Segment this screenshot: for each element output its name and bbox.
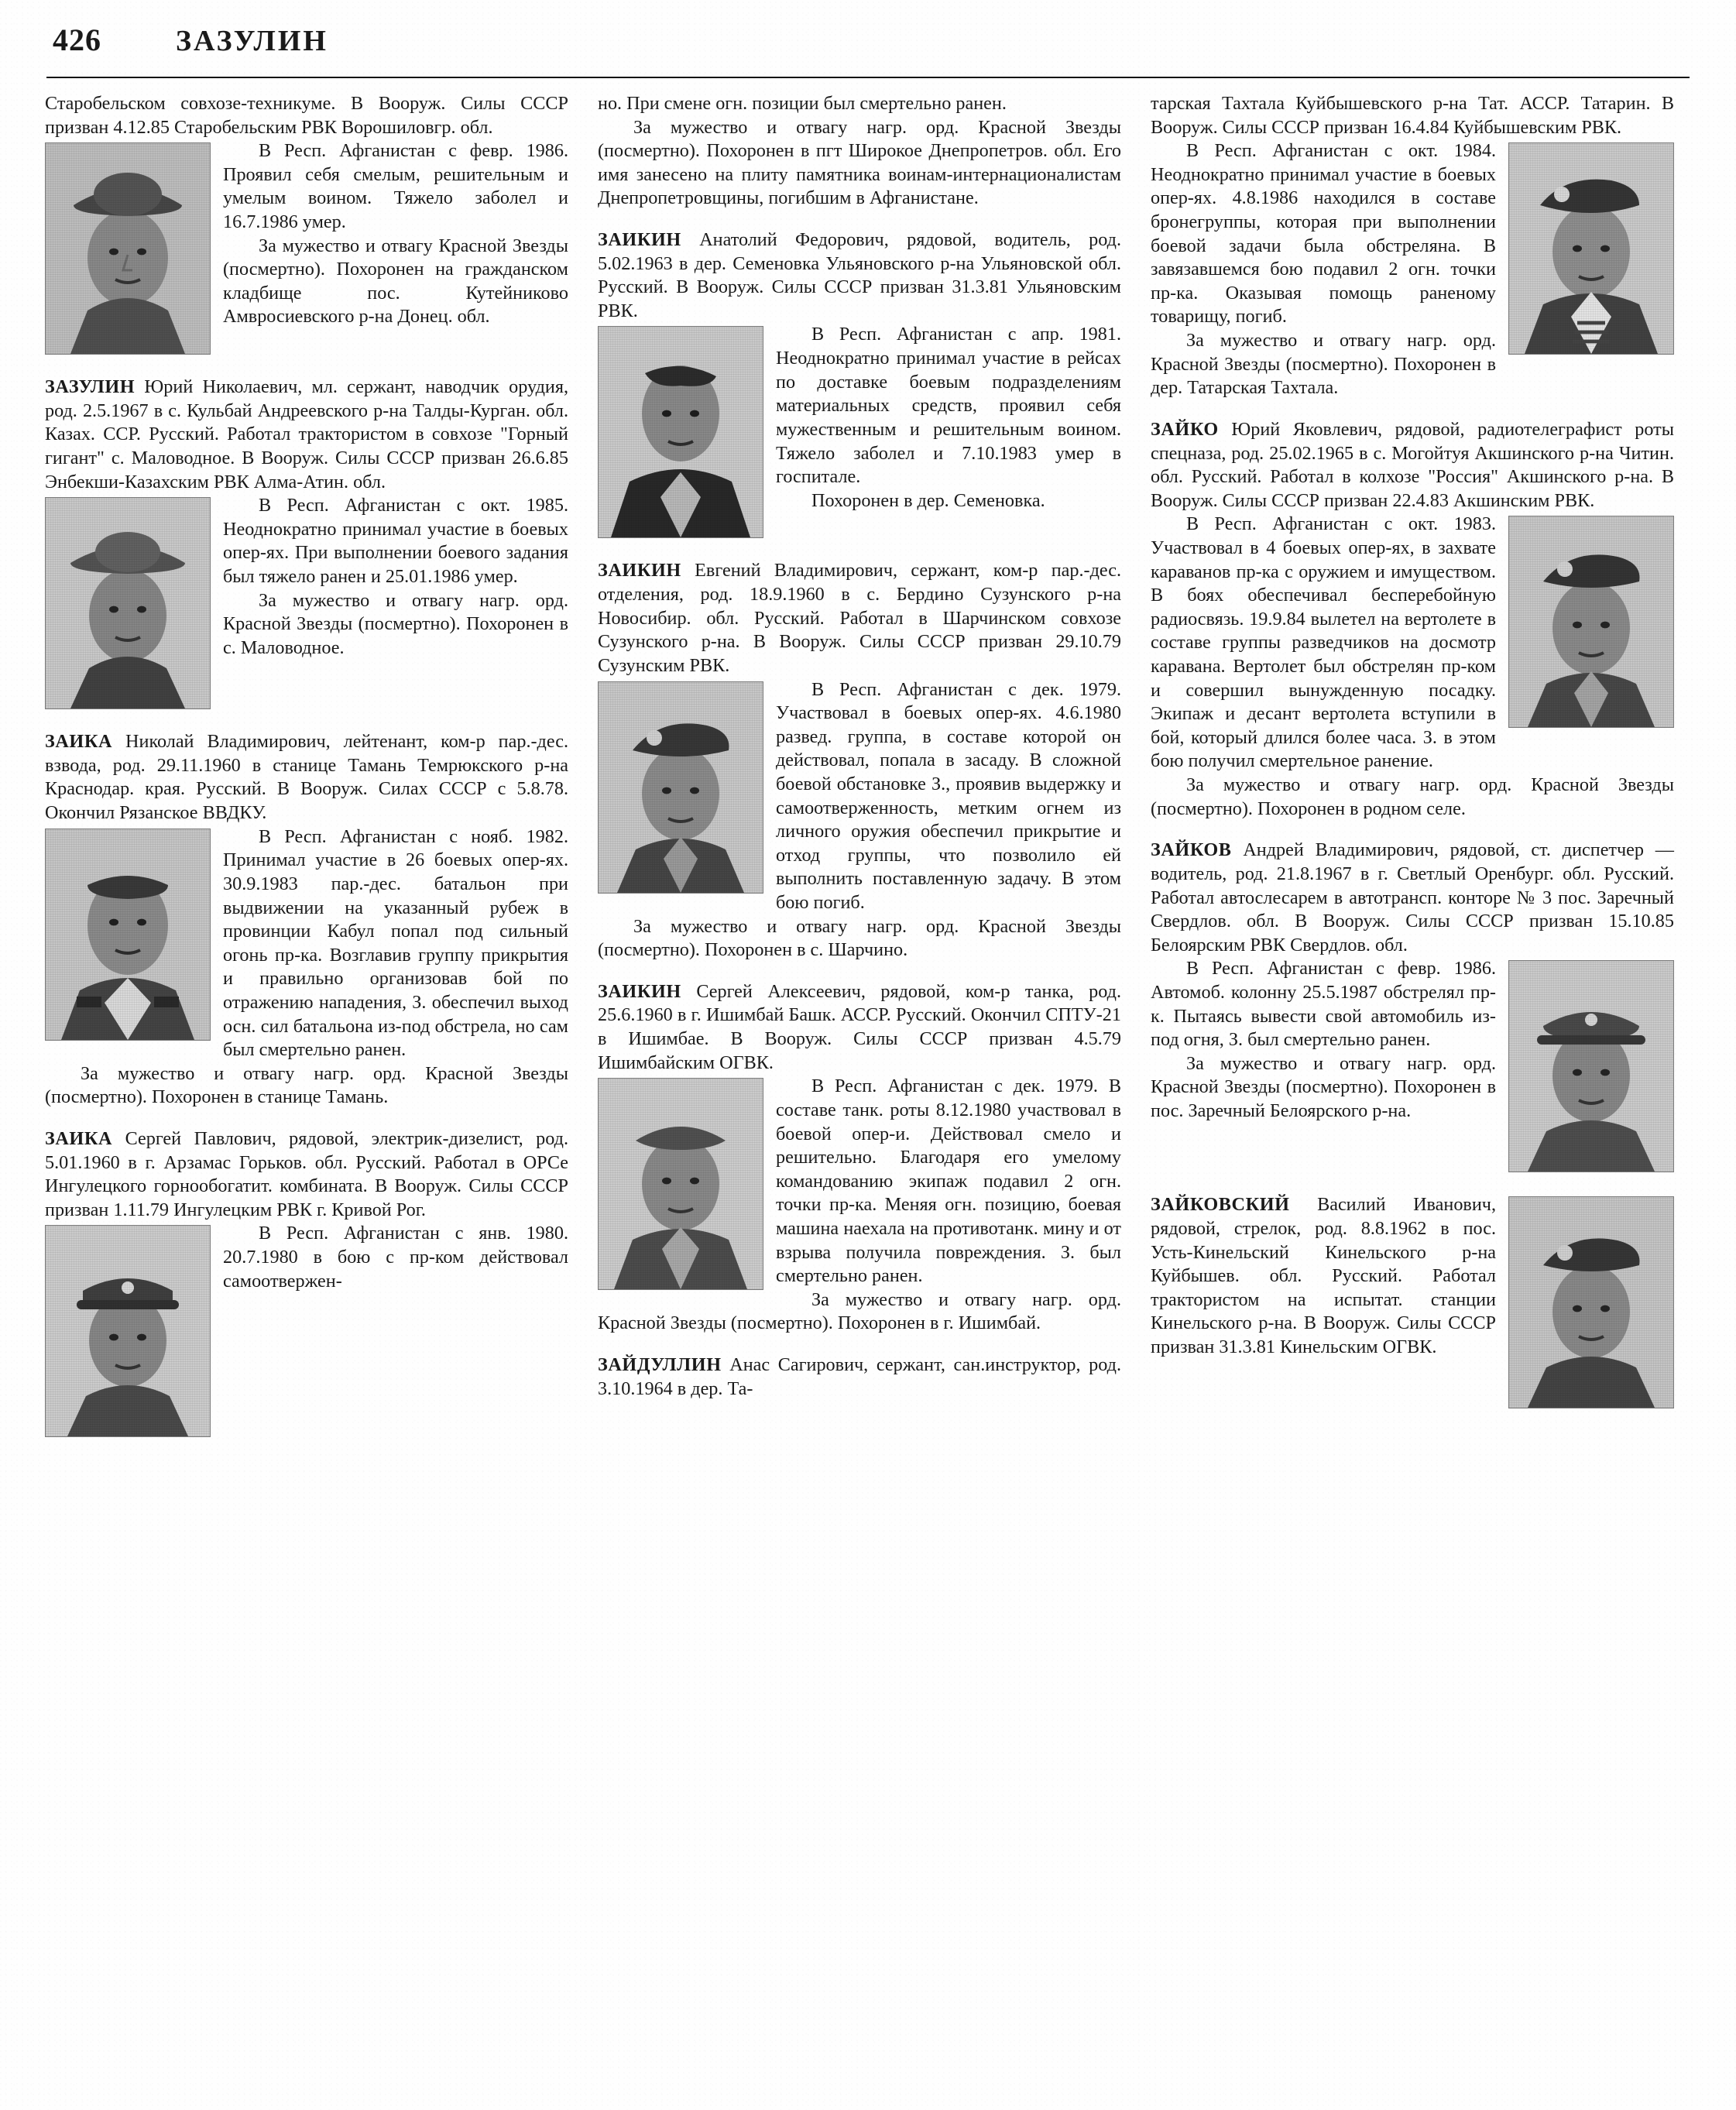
article-continuation xyxy=(598,92,1121,211)
portrait-soldier-cap xyxy=(45,1225,211,1437)
paragraph: За мужество и отвагу нагр. орд. Красной Звезды (посмертно). Похоронен в пос. Заречный Белоярского р-на. xyxy=(1151,1052,1496,1121)
portrait-soldier-beret-2 xyxy=(1508,516,1674,728)
column-left xyxy=(45,92,568,2074)
entry-head xyxy=(45,376,568,494)
paragraph: В Респ. Афганистан с дек. 1979. Участвовал в боевых опер-ях. 4.6.1980 развед. группа, в составе которой он действовал, попала в засаду. В сложной боевой обстановке З., проявив выдержку и самоотверженность, метким огнем из личного оружия обеспечил прикрытие и отход группы, что позволило ей выполнить поставленную задачу. В этом бою погиб. xyxy=(776,678,1121,914)
paragraph: За мужество и отвагу нагр. орд. Красной Звезды (посмертно). Похоронен в г. Ишимбай. xyxy=(598,1288,1121,1334)
paragraph: За мужество и отвагу нагр. орд. Красной Звезды (посмертно). Похоронен в с. Маловодное. xyxy=(223,589,568,658)
entry-lead: Николай Владимирович, лейтенант, ком-р пар.-дес. взвода, род. 29.11.1960 в станице Тамань Темрюкского р-на Краснодар. края. Русский. В Вооруж. Силах СССР с 5.8.78. Окончил Рязанское ВВДКУ. xyxy=(45,731,568,824)
paragraph: В Респ. Афганистан с окт. 1983. Участвовал в 4 боевых опер-ях, в захвате караванов пр-ка с оружием и имуществом. В боях обеспечивал бесперебойную радиосвязь. 19.9.84 вылетел на вертолете в составе группы разведчиков на досмотр каравана. Вертолет был обстрелян пр-ком и совершил вынужденную посадку. Экипаж и десант вертолета вступили в бой, который длился более часа. З. в этом бою получил смертельное ранение. xyxy=(1151,513,1496,772)
biography-entry xyxy=(598,228,1121,541)
paragraph: В Респ. Афганистан с апр. 1981. Неоднократно принимал участие в рейсах по доставке боевым подразделениям материальных средств, проявил себя мужественным и решительным воином. Тяжело заболел и 7.10.1983 умер в госпитале. xyxy=(776,324,1121,488)
paragraph: За мужество и отвагу нагр. орд. Красной Звезды (посмертно). Похоронен в родном селе. xyxy=(1151,774,1674,819)
entry-surname: ЗАЙКОВ xyxy=(1151,839,1232,861)
column-middle xyxy=(598,92,1121,2074)
biography-entry xyxy=(45,730,568,1110)
article-continuation xyxy=(1151,92,1674,400)
biography-entry xyxy=(598,980,1121,1336)
entry-head xyxy=(598,559,1121,678)
entry-surname: ЗАИКА xyxy=(45,731,113,753)
article-continuation xyxy=(45,92,568,358)
entry-head xyxy=(45,1127,568,1222)
portrait-soldier-dark-jacket xyxy=(598,326,763,538)
entry-lead: Сергей Алексеевич, рядовой, ком-р танка, род. 25.6.1960 в г. Ишимбай Башк. АССР. Русский. Окончил СПТУ-21 в Ишимбае. В Вооруж. Силы СССР призван 4.5.79 Ишимбайским ОГВК. xyxy=(598,980,1121,1073)
paragraph: За мужество и отвагу нагр. орд. Красной Звезды (посмертно). Похоронен в станице Тамань. xyxy=(45,1062,568,1108)
entry-surname: ЗАИКИН xyxy=(598,980,681,1002)
entry-surname: ЗАИКА xyxy=(45,1128,113,1150)
biography-entry xyxy=(1151,1193,1674,1412)
portrait-soldier-beret xyxy=(598,681,763,894)
paragraph: тарская Тахтала Куйбышевского р-на Тат. АССР. Татарин. В Вооруж. Силы СССР призван 16.4.84 Куйбышевским РВК. xyxy=(1151,93,1674,138)
entry-lead: Сергей Павлович, рядовой, электрик-дизелист, род. 5.01.1960 в г. Арзамас Горьков. обл. Русский. Работал в ОРСе Ингулецкого горнообогатит. комбината. В Вооруж. Силы СССР призван 1.11.79 Ингулецким РВК г. Кривой Рог. xyxy=(45,1128,568,1220)
paragraph: За мужество и отвагу нагр. орд. Красной Звезды (посмертно). Похоронен в дер. Татарская Тахтала. xyxy=(1151,330,1496,399)
paragraph: но. При смене огн. позиции был смертельно ранен. xyxy=(598,93,1007,114)
header-rule xyxy=(46,77,1690,78)
paragraph: Похоронен в дер. Семеновка. xyxy=(811,489,1045,511)
entry-surname: ЗАЙКОВСКИЙ xyxy=(1151,1194,1290,1216)
entry-lead: Андрей Владимирович, рядовой, ст. диспетчер — водитель, род. 21.8.1967 в г. Светлый Оренбург. обл. Русский. Работал автослесарем в автотрансп. конторе № 3 пос. Заречный Свердлов. обл. В Вооруж. Силы СССР призван 15.10.85 Белоярским РВК Свердлов. обл. xyxy=(1151,839,1674,956)
biography-entry xyxy=(45,1127,568,1440)
entry-lead: Юрий Яковлевич, рядовой, радиотелеграфист роты спецназа, род. 25.02.1965 в с. Могойтуя Акшинского р-на Читин. обл. Русский. Работал в колхозе "Россия" Акшинского р-на. В Вооруж. Силы СССР призван 22.4.83 Акшинским РВК. xyxy=(1151,418,1674,511)
entry-head xyxy=(45,730,568,825)
portrait-soldier-panama-hat xyxy=(45,142,211,355)
portrait-soldier-panama-hat-2 xyxy=(45,497,211,709)
page-number: 426 xyxy=(53,22,101,57)
paragraph: В Респ. Афганистан с янв. 1980. 20.7.1980 в бою с пр-ком действовал самоотвержен- xyxy=(223,1223,568,1292)
portrait-soldier-fieldcap xyxy=(1508,960,1674,1172)
biography-entry xyxy=(1151,418,1674,821)
portrait-sailor-cap xyxy=(1508,142,1674,355)
entry-surname: ЗАЙДУЛЛИН xyxy=(598,1353,722,1375)
portrait-soldier-pilotka xyxy=(598,1078,763,1290)
biography-entry xyxy=(1151,839,1674,1175)
entry-head xyxy=(598,228,1121,323)
entry-head xyxy=(1151,839,1674,957)
paragraph: В Респ. Афганистан с окт. 1985. Неоднократно принимал участие в боевых опер-ях. При выполнении боевого задания был тяжело ранен и 25.01.1986 умер. xyxy=(223,495,568,588)
biography-entry xyxy=(45,376,568,712)
portrait-officer-uniform xyxy=(45,829,211,1041)
entry-lead: Василий Иванович, рядовой, стрелок, род. 8.8.1962 в пос. Усть-Кинельский Кинельского р-на Куйбышев. обл. Русский. Работал трактористом на испытат. станции Кинельского р-на. В Вооруж. Силы СССР призван 31.3.81 Кинельским ОГВК. xyxy=(1151,1194,1496,1357)
paragraph: В Респ. Афганистан с февр. 1986. Автомоб. колонну 25.5.1987 обстрелял пр-к. Пытаясь вывести свой автомобиль из-под огня, З. был смертельно ранен. xyxy=(1151,958,1496,1051)
portrait-soldier-beret-3 xyxy=(1508,1196,1674,1408)
entry-surname: ЗАЙКО xyxy=(1151,418,1219,440)
entry-surname: ЗАИКИН xyxy=(598,229,681,251)
entry-lead: Евгений Владимирович, сержант, ком-р пар.-дес. отделения, род. 18.9.1960 в с. Бердино Сузунского р-на Новосибир. обл. Русский. Работал в Шарчинском совхозе Сузунского р-на. В Вооруж. Силы СССР призван 29.10.79 Сузунским РВК. xyxy=(598,560,1121,676)
entry-surname: ЗАИКИН xyxy=(598,560,681,582)
paragraph: В Респ. Афганистан с нояб. 1982. Принимал участие в 26 боевых опер-ях. 30.9.1983 пар.-дес. батальон при выдвижении на указанный рубеж в провинции Кабул попал под сильный огонь пр-ка. Возглавив группу прикрытия и правильно организовав бой по отражению нападения, З. обеспечил выход осн. сил батальона из-под обстрела, но сам был смертельно ранен. xyxy=(223,825,568,1061)
paragraph: За мужество и отвагу нагр. орд. Красной Звезды (посмертно). Похоронен в пгт Широкое Днепропетров. обл. Его имя занесено на плиту памятника воинам-интернационалистам Днепропетровщины, погибшим в Афганистане. xyxy=(598,116,1121,209)
page-header xyxy=(45,22,1691,58)
text-columns xyxy=(45,92,1691,2074)
paragraph: В Респ. Афганистан с окт. 1984. Неоднократно принимал участие в боевых опер-ях. 4.8.1986 находился в составе бронегруппы, которая при выполнении боевой задачи была обстреляна. В завязавшемся бою подавил 2 огн. точки пр-ка. Оказывая помощь раненому товарищу, погиб. xyxy=(1151,140,1496,328)
entry-head xyxy=(598,980,1121,1075)
biography-entry xyxy=(598,1353,1121,1401)
paragraph: За мужество и отвагу нагр. орд. Красной Звезды (посмертно). Похоронен в с. Шарчино. xyxy=(598,915,1121,961)
paragraph: В Респ. Афганистан с дек. 1979. В составе танк. роты 8.12.1980 участвовал в боевой опер-и. Действовал смело и решительно. Благодаря его умелому командованию экипаж подавил 2 огн. точки пр-ка. Меняя огн. позицию, боевая машина наехала на противотанк. мину и от взрыва получила повреждения. З. был смертельно ранен. xyxy=(776,1076,1121,1287)
entry-head xyxy=(598,1353,1121,1401)
paragraph: В Респ. Афганистан с февр. 1986. Проявил себя смелым, решительным и умелым воином. Тяжело заболел и 16.7.1986 умер. xyxy=(223,140,568,233)
entry-lead: Юрий Николаевич, мл. сержант, наводчик орудия, род. 2.5.1967 в с. Кульбай Андреевского р-на Талды-Курган. обл. Казах. ССР. Русский. Работал трактористом в совхозе "Горный гигант" с. Маловодное. В Вооруж. Силы СССР призван 26.6.85 Энбекши-Казахским РВК Алма-Атин. обл. xyxy=(45,376,568,492)
entry-surname: ЗАЗУЛИН xyxy=(45,376,136,398)
entry-lead: Анас Сагирович, сержант, сан.инструктор, род. 3.10.1964 в дер. Та- xyxy=(598,1353,1121,1399)
entry-lead: Анатолий Федорович, рядовой, водитель, род. 5.02.1963 в дер. Семеновка Ульяновского р-на Ульяновской обл. Русский. В Вооруж. Силы СССР призван 31.3.81 Ульяновским РВК. xyxy=(598,229,1121,321)
biography-entry xyxy=(598,559,1121,962)
running-head: ЗАЗУЛИН xyxy=(176,25,328,57)
paragraph: Старобельском совхозе-техникуме. В Вооруж. Силы СССР призван 4.12.85 Старобельским РВК Ворошиловгр. обл. xyxy=(45,93,568,138)
column-right xyxy=(1151,92,1674,2074)
entry-head xyxy=(1151,418,1674,513)
paragraph: За мужество и отвагу Красной Звезды (посмертно). Похоронен на гражданском кладбище пос. Кутейниково Амвросиевского р-на Донец. обл. xyxy=(223,235,568,328)
